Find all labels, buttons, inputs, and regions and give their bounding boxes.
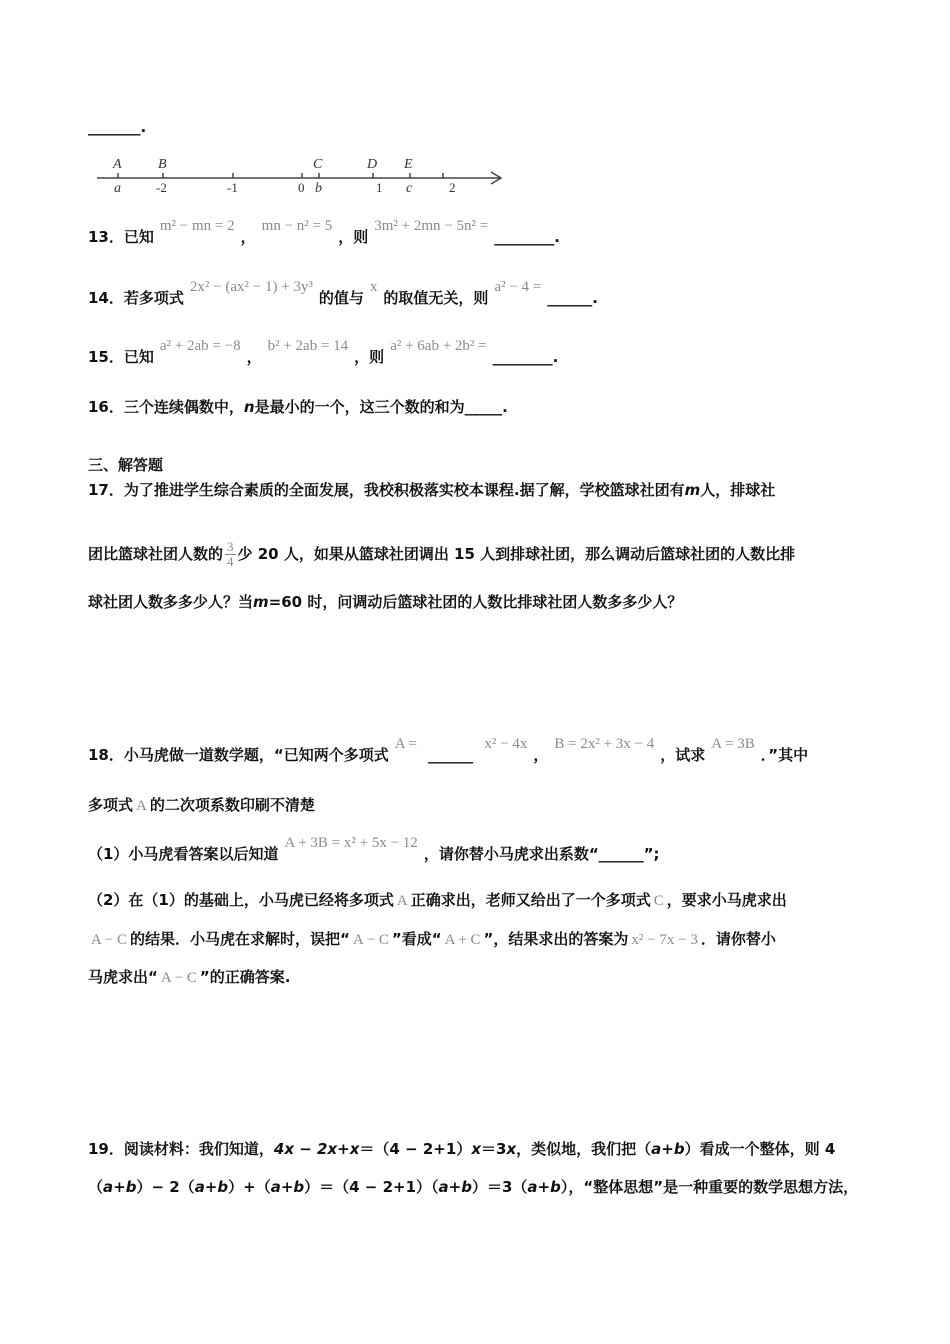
math-expression: A + C bbox=[444, 932, 481, 948]
text-segment: =60 时，问调动后篮球社团的人数比排球社团人数多多少人？ bbox=[268, 593, 683, 611]
question-15 bbox=[88, 338, 559, 369]
tick-label: -1 bbox=[227, 180, 238, 195]
text-segment: + bbox=[337, 1140, 350, 1158]
question-19-line-2 bbox=[88, 1176, 858, 1198]
italic-variable: 2x bbox=[317, 1140, 338, 1158]
italic-variable: n bbox=[243, 398, 255, 416]
question-18-part-2-line-1 bbox=[88, 889, 787, 912]
question-17-line-1 bbox=[88, 479, 775, 501]
text-segment: ”看成“ bbox=[391, 930, 442, 948]
text-segment: ________. bbox=[494, 228, 560, 246]
text-segment: ，试求 bbox=[660, 746, 706, 764]
text-segment: ．”其中 bbox=[760, 746, 809, 764]
text-segment: ，请你替小马虎求出系数“______”; bbox=[423, 845, 660, 863]
math-expression: A = bbox=[394, 736, 417, 752]
math-expression: A bbox=[396, 893, 408, 909]
math-expression: A − C bbox=[352, 932, 389, 948]
italic-variable: a+b bbox=[651, 1140, 685, 1158]
question-19-line-1 bbox=[88, 1138, 835, 1160]
text-segment: ______ bbox=[422, 746, 479, 764]
italic-variable: x bbox=[471, 1140, 482, 1158]
text-segment: ）＝（4 − 2+1）（ bbox=[304, 1178, 439, 1196]
italic-variable: x bbox=[349, 1140, 360, 1158]
tick-label: 0 bbox=[298, 180, 305, 195]
fraction-numerator: 3 bbox=[227, 539, 234, 554]
question-18-part-2-line-2 bbox=[88, 928, 776, 951]
italic-variable: a+b bbox=[103, 1178, 137, 1196]
italic-variable: a+b bbox=[527, 1178, 561, 1196]
tick-label: 2 bbox=[449, 180, 456, 195]
text-segment: ＝3 bbox=[481, 1140, 507, 1158]
math-expression: C bbox=[653, 893, 664, 909]
text-segment: 的二次项系数印刷不清楚 bbox=[149, 796, 315, 814]
question-14 bbox=[88, 279, 598, 310]
text-segment: ，类似地，我们把（ bbox=[516, 1140, 652, 1158]
text-segment: ， bbox=[246, 348, 262, 366]
math-expression: A = 3B bbox=[711, 736, 755, 752]
text-segment: 是最小的一个，这三个数的和为_____. bbox=[254, 398, 508, 416]
point-label-c: C bbox=[313, 157, 323, 172]
math-expression: A − C bbox=[160, 970, 197, 986]
fraction-three-quarters bbox=[225, 540, 236, 569]
math-expression: x² − 4x bbox=[484, 736, 528, 752]
math-expression: a² + 2ab = −8 bbox=[159, 338, 241, 354]
text-segment: − bbox=[294, 1140, 318, 1158]
text-segment: ＝（4 − 2+1） bbox=[359, 1140, 472, 1158]
q17-text bbox=[88, 545, 223, 563]
point-label-b: B bbox=[158, 157, 167, 172]
italic-variable: 4x bbox=[273, 1140, 295, 1158]
math-expression: mn − n² = 5 bbox=[261, 218, 333, 234]
text-segment: ”，结果求出的答案为 bbox=[483, 930, 629, 948]
math-expression: A − C bbox=[91, 932, 127, 948]
math-expression: a² + 6ab + 2b² = bbox=[390, 338, 487, 354]
math-expression: A + 3B = x² + 5x − 12 bbox=[284, 835, 418, 851]
text-segment: 13．已知 bbox=[88, 228, 154, 246]
math-expression: x bbox=[369, 279, 378, 295]
text-segment: 15．已知 bbox=[88, 348, 154, 366]
italic-variable: m bbox=[253, 593, 269, 611]
point-label-e: E bbox=[404, 157, 413, 172]
text-segment: （2）在（1）的基础上，小马虎已经将多项式 bbox=[88, 891, 394, 909]
italic-variable: m bbox=[684, 481, 701, 499]
text-segment: 多项式 bbox=[88, 796, 134, 814]
var-label-a: a bbox=[114, 181, 121, 196]
text-segment: 少 20 人，如果从篮球社团调出 15 人到排球社团，那么调动后篮球社团的人数比排 bbox=[237, 545, 796, 563]
section-heading bbox=[88, 454, 163, 476]
text-segment: ），“整体思想”是一种重要的数学思想方法， bbox=[560, 1178, 859, 1196]
text-segment: ，则 bbox=[354, 348, 385, 366]
text-segment: ，要求小马虎求出 bbox=[666, 891, 787, 909]
point-label-d: D bbox=[367, 157, 378, 172]
math-expression: 2x² − (ax² − 1) + 3y³ bbox=[189, 279, 313, 295]
text-segment: （1）小马虎看答案以后知道 bbox=[88, 845, 279, 863]
text-segment: ______. bbox=[547, 289, 598, 307]
italic-variable: x bbox=[506, 1140, 517, 1158]
text-segment: ”的正确答案. bbox=[199, 968, 291, 986]
math-expression: m² − mn = 2 bbox=[159, 218, 235, 234]
text-segment: 19．阅读材料：我们知道， bbox=[88, 1140, 274, 1158]
text-segment: 的取值无关，则 bbox=[383, 289, 489, 307]
tick-label: -2 bbox=[156, 180, 167, 195]
text-segment: 14．若多项式 bbox=[88, 289, 184, 307]
math-expression: b² + 2ab = 14 bbox=[267, 338, 349, 354]
math-expression: 3m² + 2mn − 5n² = bbox=[374, 218, 489, 234]
math-expression: a² − 4 = bbox=[494, 279, 542, 295]
question-18-part-1 bbox=[88, 835, 660, 866]
text-segment: 17．为了推进学生综合素质的全面发展，我校积极落实校本课程.据了解，学校篮球社团有 bbox=[88, 481, 685, 499]
text-segment: ）+（ bbox=[228, 1178, 271, 1196]
italic-variable: a+b bbox=[270, 1178, 305, 1196]
point-label-a: A bbox=[113, 157, 122, 172]
text-segment: ）看成一个整体，则 4 bbox=[684, 1140, 836, 1158]
text-segment: ．请你替小 bbox=[700, 930, 776, 948]
var-label-b: b bbox=[315, 181, 322, 196]
q17-text bbox=[238, 545, 796, 563]
var-label-c: c bbox=[406, 181, 413, 196]
answer-blank bbox=[88, 116, 146, 138]
text-segment: ________. bbox=[492, 348, 559, 366]
text-segment: （ bbox=[88, 1178, 104, 1196]
text-segment: 18．小马虎做一道数学题，“已知两个多项式 bbox=[88, 746, 389, 764]
text-segment: 球社团人数多多少人？当 bbox=[88, 593, 254, 611]
text-segment: 三、解答题 bbox=[88, 456, 164, 474]
question-13 bbox=[88, 218, 560, 249]
question-17-line-3 bbox=[88, 591, 682, 613]
text-segment: 的结果．小马虎在求解时，误把“ bbox=[129, 930, 350, 948]
text-segment: 正确求出，老师又给出了一个多项式 bbox=[410, 891, 651, 909]
text-segment: 的值与 bbox=[318, 289, 364, 307]
text-segment: _______. bbox=[88, 118, 147, 136]
math-expression: x² − 7x − 3 bbox=[631, 932, 698, 948]
tick-label: 1 bbox=[376, 180, 383, 195]
number-line-figure bbox=[95, 150, 510, 198]
text-segment: 人，排球社 bbox=[700, 481, 776, 499]
text-segment: 16．三个连续偶数中， bbox=[88, 398, 244, 416]
text-segment: 团比篮球社团人数的 bbox=[88, 545, 224, 563]
math-expression: B = 2x² + 3x − 4 bbox=[554, 736, 655, 752]
text-segment: ）＝3（ bbox=[471, 1178, 528, 1196]
question-18-part-2-line-3 bbox=[88, 966, 290, 989]
math-expression: A bbox=[136, 798, 147, 814]
question-18-line-2 bbox=[88, 794, 315, 817]
text-segment: ，则 bbox=[338, 228, 369, 246]
text-segment: 马虎求出“ bbox=[88, 968, 158, 986]
fraction-denominator: 4 bbox=[227, 554, 234, 569]
question-18-line-1 bbox=[88, 736, 809, 767]
text-segment: ， bbox=[240, 228, 256, 246]
text-segment: ， bbox=[533, 746, 549, 764]
question-16 bbox=[88, 396, 508, 418]
question-17-line-2 bbox=[88, 540, 795, 569]
italic-variable: a+b bbox=[194, 1178, 229, 1196]
italic-variable: a+b bbox=[438, 1178, 472, 1196]
text-segment: ）− 2（ bbox=[136, 1178, 195, 1196]
